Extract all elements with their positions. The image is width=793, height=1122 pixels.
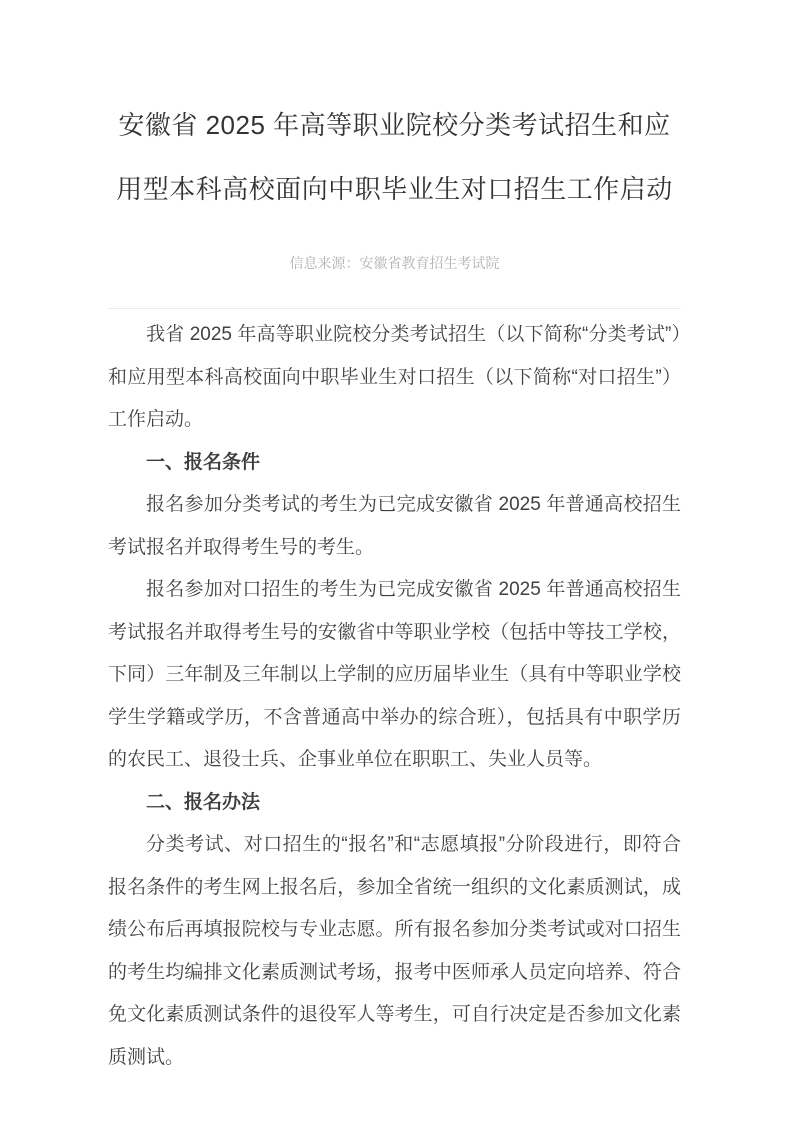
source-line: 信息来源：安徽省教育招生考试院 bbox=[289, 255, 500, 271]
section-heading-registration-requirements: 一、报名条件 bbox=[146, 451, 261, 473]
document-content bbox=[108, 0, 681, 1079]
section-heading-registration-method: 二、报名办法 bbox=[146, 791, 261, 813]
page-title: 安徽省 2025 年高等职业院校分类考试招生和应用型本科高校面向中职毕业生对口招生工作启动 bbox=[116, 110, 673, 204]
divider bbox=[108, 308, 681, 309]
body-paragraph-classified-exam-eligibility: 报名参加分类考试的考生为已完成安徽省 2025 年普通高校招生考试报名并取得考生号的考生。 bbox=[108, 494, 681, 558]
body-paragraph-intro: 我省 2025 年高等职业院校分类考试招生（以下简称“分类考试”）和应用型本科高校面向中职毕业生对口招生（以下简称“对口招生”）工作启动。 bbox=[108, 324, 681, 430]
body-paragraph-registration-process: 分类考试、对口招生的“报名”和“志愿填报”分阶段进行，即符合报名条件的考生网上报名后，参加全省统一组织的文化素质测试，成绩公布后再填报院校与专业志愿。所有报名参加分类考试或对口招生的考生均编排文化素质测试考场，报考中医师承人员定向培养、符合免文化素质测试条件的退役军人等考生，可自行决定是否参加文化素质测试。 bbox=[108, 834, 681, 1068]
body-paragraph-duikou-eligibility: 报名参加对口招生的考生为已完成安徽省 2025 年普通高校招生考试报名并取得考生号的安徽省中等职业学校（包括中等技工学校，下同）三年制及三年制以上学制的应历届毕业生（具有中等职业学校学生学籍或学历，不含普通高中举办的综合班），包括具有中职学历的农民工、退役士兵、企事业单位在职职工、失业人员等。 bbox=[108, 579, 681, 770]
document-body bbox=[108, 314, 681, 1079]
